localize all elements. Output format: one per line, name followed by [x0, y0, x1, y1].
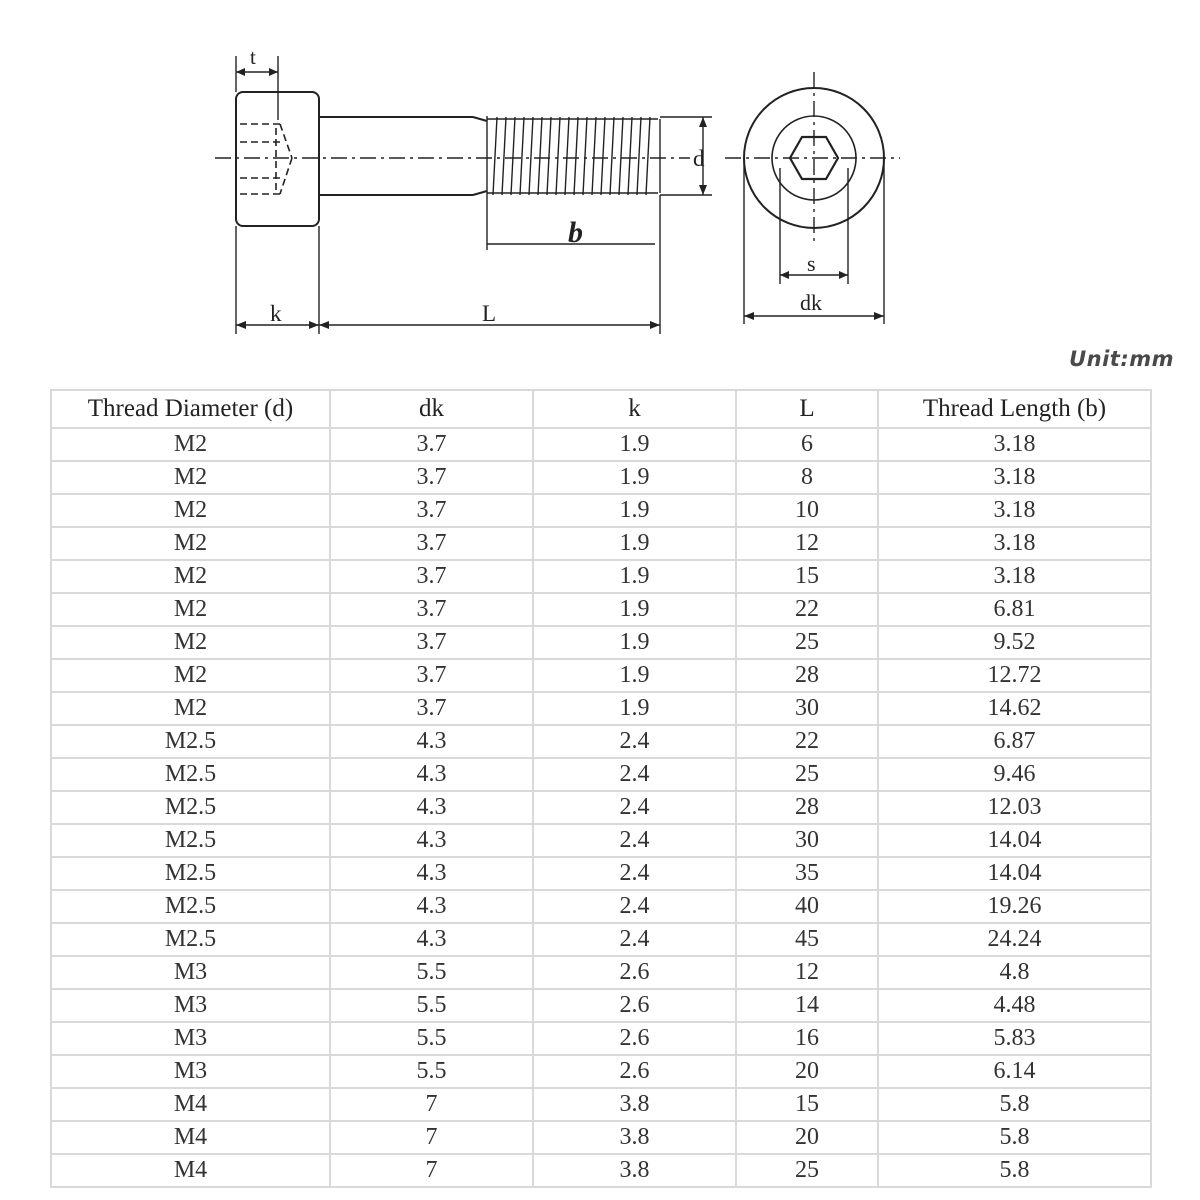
cell-L: 16: [736, 1022, 878, 1055]
screw-side-view: [215, 56, 712, 334]
cell-thread-diameter: M2.5: [51, 890, 330, 923]
cell-thread-diameter: M2.5: [51, 791, 330, 824]
cell-k: 2.4: [533, 758, 736, 791]
cell-thread-length: 6.14: [878, 1055, 1151, 1088]
cell-dk: 5.5: [330, 1022, 533, 1055]
cell-thread-diameter: M2.5: [51, 923, 330, 956]
cell-k: 2.4: [533, 824, 736, 857]
table-row: [51, 1088, 1151, 1121]
cell-thread-diameter: M2.5: [51, 857, 330, 890]
cell-dk: 7: [330, 1154, 533, 1187]
header-k: k: [533, 390, 736, 428]
cell-dk: 7: [330, 1121, 533, 1154]
cell-thread-diameter: M2: [51, 494, 330, 527]
cell-k: 2.6: [533, 1022, 736, 1055]
table-row: [51, 890, 1151, 923]
cell-k: 1.9: [533, 659, 736, 692]
cell-dk: 4.3: [330, 857, 533, 890]
cell-thread-length: 14.04: [878, 857, 1151, 890]
table-row: [51, 857, 1151, 890]
table-row: [51, 725, 1151, 758]
table-row: [51, 923, 1151, 956]
cell-thread-length: 19.26: [878, 890, 1151, 923]
cell-dk: 7: [330, 1088, 533, 1121]
cell-dk: 4.3: [330, 923, 533, 956]
cell-L: 22: [736, 725, 878, 758]
cell-thread-length: 5.8: [878, 1088, 1151, 1121]
cell-k: 1.9: [533, 428, 736, 461]
cell-thread-length: 12.03: [878, 791, 1151, 824]
cell-dk: 3.7: [330, 428, 533, 461]
table-row: [51, 659, 1151, 692]
cell-thread-diameter: M3: [51, 956, 330, 989]
cell-thread-length: 24.24: [878, 923, 1151, 956]
cell-k: 2.4: [533, 857, 736, 890]
specification-table: [50, 389, 1152, 1188]
cell-L: 12: [736, 527, 878, 560]
table-row: [51, 1154, 1151, 1187]
table-row: [51, 791, 1151, 824]
cell-dk: 4.3: [330, 791, 533, 824]
cell-k: 1.9: [533, 527, 736, 560]
b-label: b: [568, 216, 583, 249]
screw-top-view: [725, 72, 900, 324]
cell-thread-diameter: M3: [51, 1022, 330, 1055]
cell-dk: 5.5: [330, 989, 533, 1022]
cell-L: 12: [736, 956, 878, 989]
table-row: [51, 527, 1151, 560]
cell-L: 25: [736, 1154, 878, 1187]
cell-k: 1.9: [533, 560, 736, 593]
unit-label: Unit:mm: [1069, 347, 1174, 371]
cell-L: 15: [736, 560, 878, 593]
t-label: t: [250, 45, 256, 69]
header-thread-diameter: Thread Diameter (d): [51, 390, 330, 428]
table-body: [51, 428, 1151, 1187]
cell-L: 15: [736, 1088, 878, 1121]
cell-k: 1.9: [533, 593, 736, 626]
cell-dk: 3.7: [330, 692, 533, 725]
cell-thread-diameter: M4: [51, 1121, 330, 1154]
cell-k: 2.4: [533, 725, 736, 758]
cell-L: 20: [736, 1055, 878, 1088]
d-label: d: [693, 146, 705, 171]
cell-dk: 4.3: [330, 758, 533, 791]
header-thread-length: Thread Length (b): [878, 390, 1151, 428]
k-label: k: [270, 301, 282, 326]
cell-dk: 4.3: [330, 824, 533, 857]
thread-section: [487, 116, 660, 196]
cell-L: 28: [736, 659, 878, 692]
cell-dk: 3.7: [330, 626, 533, 659]
cell-thread-diameter: M2: [51, 560, 330, 593]
cell-L: 35: [736, 857, 878, 890]
cell-thread-diameter: M2.5: [51, 725, 330, 758]
cell-dk: 4.3: [330, 725, 533, 758]
table-row: [51, 593, 1151, 626]
cell-thread-diameter: M2: [51, 527, 330, 560]
cell-L: 8: [736, 461, 878, 494]
cell-L: 30: [736, 692, 878, 725]
cell-dk: 3.7: [330, 527, 533, 560]
table-row: [51, 824, 1151, 857]
cell-thread-length: 5.8: [878, 1154, 1151, 1187]
table-row: [51, 461, 1151, 494]
cell-thread-diameter: M2.5: [51, 758, 330, 791]
header-L: L: [736, 390, 878, 428]
cell-dk: 5.5: [330, 1055, 533, 1088]
cell-dk: 5.5: [330, 956, 533, 989]
cell-thread-diameter: M3: [51, 1055, 330, 1088]
dimension-arrows: [236, 68, 707, 329]
table-row: [51, 956, 1151, 989]
table-row: [51, 560, 1151, 593]
cell-L: 20: [736, 1121, 878, 1154]
table-row: [51, 692, 1151, 725]
cell-L: 6: [736, 428, 878, 461]
cell-k: 1.9: [533, 461, 736, 494]
cell-L: 28: [736, 791, 878, 824]
cell-dk: 3.7: [330, 593, 533, 626]
cell-thread-diameter: M2: [51, 593, 330, 626]
cell-dk: 3.7: [330, 494, 533, 527]
cell-thread-length: 4.8: [878, 956, 1151, 989]
cell-thread-diameter: M4: [51, 1154, 330, 1187]
table-header-row: [51, 390, 1151, 428]
cell-thread-length: 12.72: [878, 659, 1151, 692]
cell-thread-diameter: M2: [51, 659, 330, 692]
cell-k: 2.4: [533, 923, 736, 956]
table-row: [51, 626, 1151, 659]
dk-label: dk: [800, 290, 822, 315]
cell-L: 40: [736, 890, 878, 923]
cell-k: 2.4: [533, 791, 736, 824]
cell-dk: 3.7: [330, 659, 533, 692]
cell-thread-diameter: M2.5: [51, 824, 330, 857]
cell-thread-length: 6.81: [878, 593, 1151, 626]
table-row: [51, 758, 1151, 791]
s-label: s: [807, 251, 816, 276]
cell-thread-diameter: M3: [51, 989, 330, 1022]
cell-k: 3.8: [533, 1154, 736, 1187]
cell-L: 45: [736, 923, 878, 956]
cell-L: 22: [736, 593, 878, 626]
cell-thread-diameter: M2: [51, 692, 330, 725]
L-label: L: [482, 301, 497, 326]
cell-thread-diameter: M2: [51, 626, 330, 659]
cell-thread-length: 14.62: [878, 692, 1151, 725]
table-row: [51, 494, 1151, 527]
cell-thread-length: 14.04: [878, 824, 1151, 857]
table-row: [51, 428, 1151, 461]
cell-L: 30: [736, 824, 878, 857]
cell-thread-length: 9.46: [878, 758, 1151, 791]
screw-technical-drawing: [0, 0, 1200, 350]
cell-L: 25: [736, 758, 878, 791]
cell-thread-length: 9.52: [878, 626, 1151, 659]
cell-thread-length: 3.18: [878, 527, 1151, 560]
cell-thread-length: 3.18: [878, 560, 1151, 593]
cell-thread-length: 4.48: [878, 989, 1151, 1022]
header-dk: dk: [330, 390, 533, 428]
cell-k: 3.8: [533, 1088, 736, 1121]
cell-thread-length: 5.8: [878, 1121, 1151, 1154]
cell-thread-diameter: M2: [51, 428, 330, 461]
cell-thread-length: 3.18: [878, 428, 1151, 461]
cell-thread-length: 5.83: [878, 1022, 1151, 1055]
cell-k: 2.6: [533, 989, 736, 1022]
cell-dk: 4.3: [330, 890, 533, 923]
socket-hidden-lines: [240, 124, 292, 194]
cell-k: 1.9: [533, 692, 736, 725]
cell-dk: 3.7: [330, 461, 533, 494]
cell-L: 14: [736, 989, 878, 1022]
cell-thread-diameter: M4: [51, 1088, 330, 1121]
cell-k: 2.4: [533, 890, 736, 923]
cell-k: 1.9: [533, 494, 736, 527]
cell-k: 2.6: [533, 1055, 736, 1088]
table-row: [51, 1055, 1151, 1088]
cell-dk: 3.7: [330, 560, 533, 593]
cell-thread-length: 6.87: [878, 725, 1151, 758]
cell-k: 2.6: [533, 956, 736, 989]
table-row: [51, 989, 1151, 1022]
cell-L: 25: [736, 626, 878, 659]
cell-thread-diameter: M2: [51, 461, 330, 494]
cell-k: 3.8: [533, 1121, 736, 1154]
table-row: [51, 1121, 1151, 1154]
cell-thread-length: 3.18: [878, 494, 1151, 527]
cell-L: 10: [736, 494, 878, 527]
cell-k: 1.9: [533, 626, 736, 659]
table-row: [51, 1022, 1151, 1055]
cell-thread-length: 3.18: [878, 461, 1151, 494]
